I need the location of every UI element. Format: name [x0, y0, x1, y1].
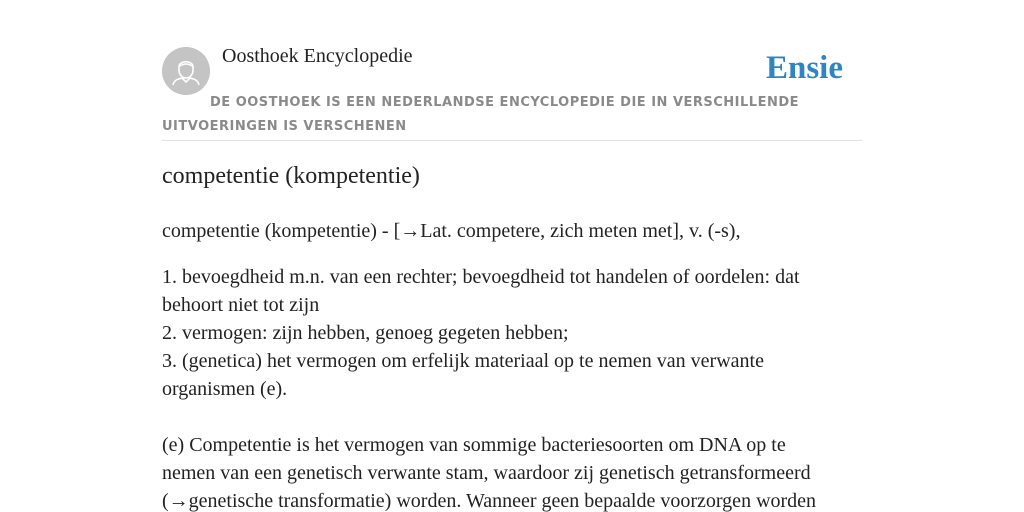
definition-line: behoort niet tot zijn	[162, 294, 320, 316]
avatar[interactable]	[162, 47, 210, 95]
note-line: (→genetische transformatie) worden. Wanneer geen bepaalde voorzorgen worden	[162, 490, 817, 512]
definition-line: 3. (genetica) het vermogen om erfelijk materiaal op te nemen van verwante	[162, 350, 764, 372]
definition-line: organismen (e).	[162, 378, 288, 400]
site-header	[162, 0, 862, 141]
ensie-logo[interactable]: Ensie	[765, 50, 843, 86]
note-line: nemen van een genetisch verwante stam, waardoor zij genetisch getransformeerd	[162, 462, 811, 484]
user-silhouette-icon	[162, 47, 210, 95]
paragraph-gap	[162, 403, 864, 431]
headword-line: competentie (kompetentie) - [→Lat. competere, zich meten met], v. (-s),	[162, 220, 741, 242]
definition-line: 1. bevoegdheid m.n. van een rechter; bevoegdheid tot handelen of oordelen: dat	[162, 266, 800, 288]
definition-line: 2. vermogen: zijn hebben, genoeg gegeten hebben;	[162, 322, 569, 344]
note-line: (e) Competentie is het vermogen van sommige bacteriesoorten om DNA op te	[162, 434, 786, 456]
definition-body	[162, 263, 864, 512]
site-name[interactable]: Oosthoek Encyclopedie	[222, 45, 413, 67]
site-tagline: DE OOSTHOEK IS EEN NEDERLANDSE ENCYCLOPEDIE DIE IN VERSCHILLENDE UITVOERINGEN IS VERSCHENEN	[162, 95, 800, 134]
page	[162, 0, 862, 512]
page-title: competentie (kompetentie)	[162, 163, 420, 189]
